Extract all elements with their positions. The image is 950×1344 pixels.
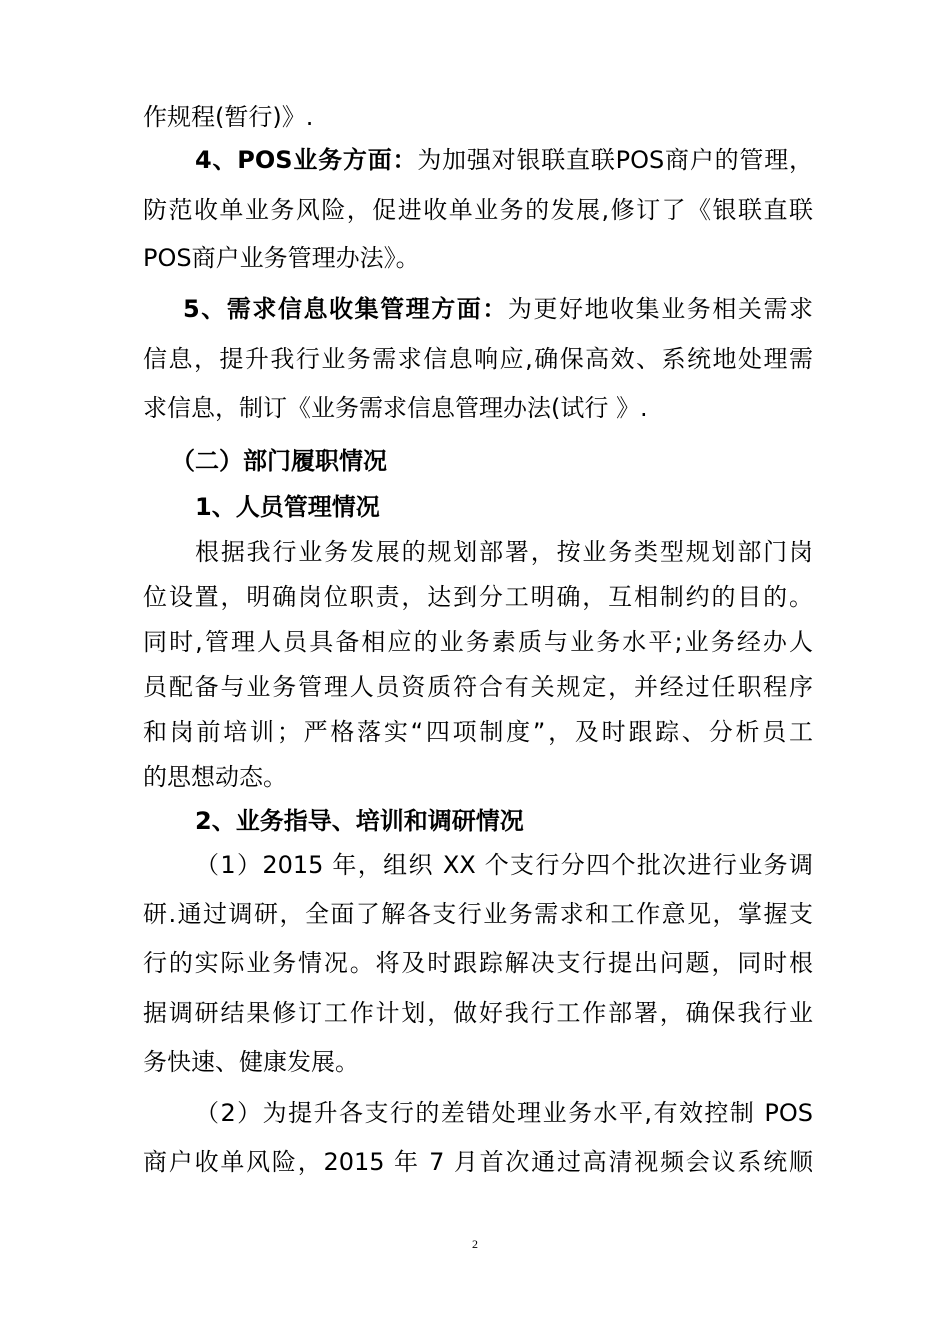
text-segment: 作规程(暂行)》. [143,103,314,131]
text-segment: （2）为提升各支行的差错处理业务水平,有效控制 POS [195,1099,813,1127]
text-line [143,625,813,659]
text-line [195,143,813,177]
text-line [143,100,813,134]
text-line [143,1045,813,1079]
text-line [143,715,813,749]
text-line [143,580,813,614]
heading-text: （二）部门履职情况 [171,447,387,475]
text-segment: 根据我行业务发展的规划部署，按业务类型规划部门岗 [195,538,813,566]
text-line [143,193,813,227]
page-number: 2 [472,1237,478,1251]
text-segment: 务快速、健康发展。 [143,1048,359,1076]
text-segment: POS商户业务管理办法》。 [143,244,420,272]
text-line [143,996,813,1030]
heading-text: 2、业务指导、培训和调研情况 [195,807,524,835]
text-line [183,292,813,326]
text-segment: 信息，提升我行业务需求信息响应,确保高效、系统地处理需 [143,345,813,373]
text-line [143,946,813,980]
text-line [143,391,813,425]
text-line [143,670,813,704]
text-line [143,760,813,794]
text-segment: 行的实际业务情况。将及时跟踪解决支行提出问题，同时根 [143,949,813,977]
text-segment: 研.通过调研，全面了解各支行业务需求和工作意见，掌握支 [143,900,813,928]
text-segment: 据调研结果修订工作计划，做好我行工作部署，确保我行业 [143,999,813,1027]
text-segment: 求信息，制订《业务需求信息管理办法(试行 》. [143,394,648,422]
text-segment: 同时,管理人员具备相应的业务素质与业务水平;业务经办人 [143,628,813,656]
text-line [143,897,813,931]
text-segment: 位设置，明确岗位职责，达到分工明确，互相制约的目的。 [143,583,813,611]
text-line [195,848,813,882]
text-segment: 的思想动态。 [143,763,287,791]
heading-text: 1、人员管理情况 [195,493,380,521]
text-segment: 为加强对银联直联POS商户的管理， [417,146,813,174]
subsection-heading [195,490,813,524]
text-line [195,535,813,569]
text-line [195,1096,813,1130]
text-line [143,1145,813,1179]
subsection-heading [195,804,813,838]
text-segment: 和岗前培训；严格落实“四项制度”，及时跟踪、分析员工 [143,718,813,746]
text-line [143,241,813,275]
text-segment: 员配备与业务管理人员资质符合有关规定，并经过任职程序 [143,673,813,701]
text-line [143,342,813,376]
section-label: 5、需求信息收集管理方面： [183,295,508,323]
section-heading [171,444,813,478]
text-segment: 为更好地收集业务相关需求 [507,295,813,323]
text-segment: 防范收单业务风险，促进收单业务的发展,修订了《银联直联 [143,196,813,224]
text-segment: 商户收单风险，2015 年 7 月首次通过高清视频会议系统顺 [143,1148,813,1176]
section-label: 4、POS业务方面： [195,146,418,174]
text-segment: （1）2015 年，组织 XX 个支行分四个批次进行业务调 [195,851,813,879]
